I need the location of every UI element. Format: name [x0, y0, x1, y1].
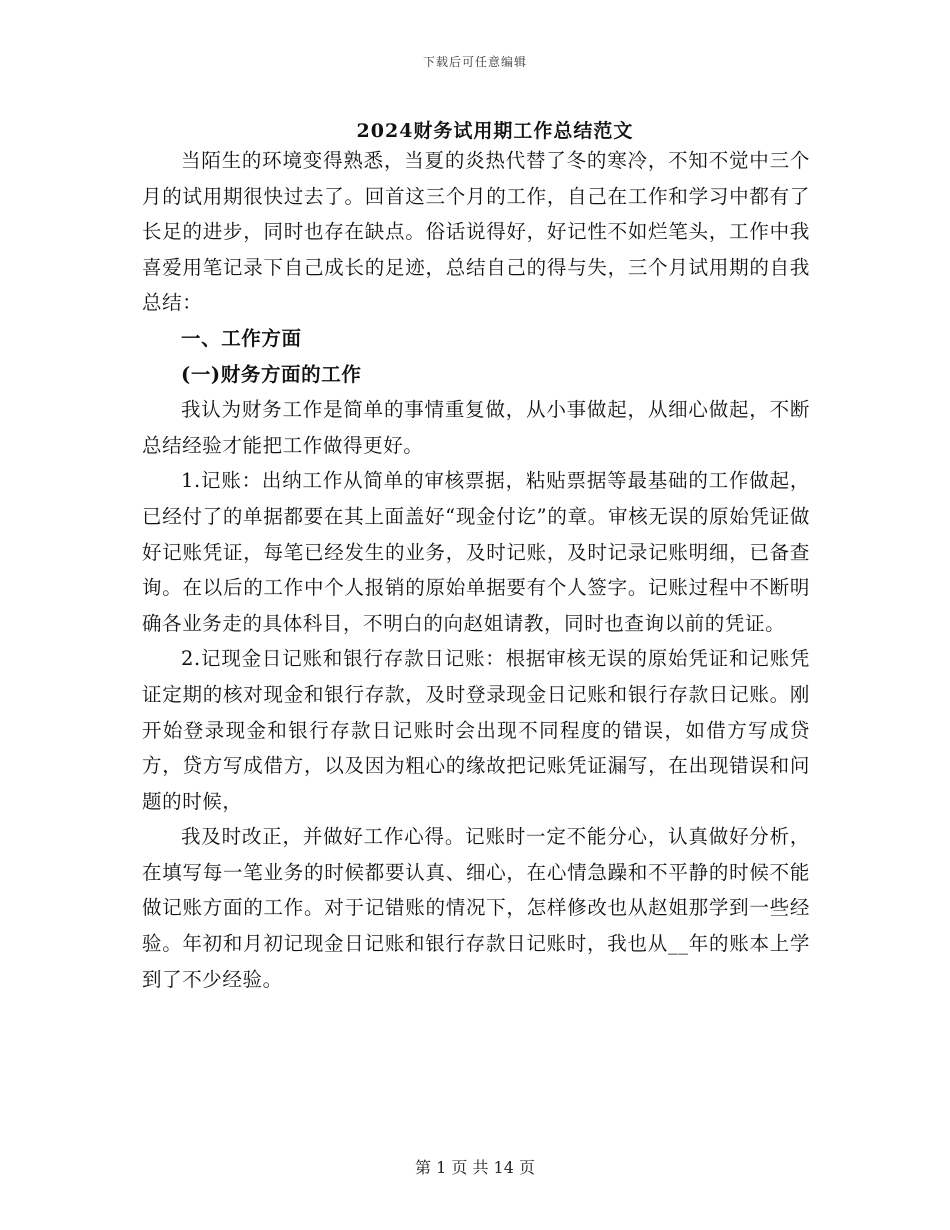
bookkeeping-paragraph: 1.记账：出纳工作从简单的审核票据，粘贴票据等最基础的工作做起，已经付了的单据都要在其上面盖好“现金付讫”的章。审核无误的原始凭证做好记账凭证，每笔已经发生的业务，及时记账，及时记录记账明细，已备查询。在以后的工作中个人报销的原始单据要有个人签字。记账过程中不断明确各业务走的具体科目，不明白的向赵姐请教，同时也查询以前的凭证。: [142, 469, 810, 635]
intro-paragraph: 当陌生的环境变得熟悉，当夏的炎热代替了冬的寒冷，不知不觉中三个月的试用期很快过去了。回首这三个月的工作，自己在工作和学习中都有了长足的进步，同时也存在缺点。俗话说得好，好记性不如烂笔头，工作中我喜爱用笔记录下自己成长的足迹，总结自己的得与失，三个月试用期的自我总结：: [142, 149, 810, 315]
section-heading-work: 一、工作方面: [181, 326, 302, 350]
subsection-heading-finance: (一)财务方面的工作: [181, 362, 362, 386]
finance-paragraph: 我认为财务工作是简单的事情重复做，从小事做起，从细心做起，不断总结经验才能把工作做得更好。: [142, 398, 810, 457]
header-note: 下载后可任意编辑: [422, 55, 527, 69]
journal-paragraph: 2.记现金日记账和银行存款日记账：根据审核无误的原始凭证和记账凭证定期的核对现金和银行存款，及时登录现金日记账和银行存款日记账。刚开始登录现金和银行存款日记账时会出现不同程度的错误，如借方写成贷方，贷方写成借方，以及因为粗心的缘故把记账凭证漏写，在出现错误和问题的时候，: [142, 647, 810, 813]
correction-paragraph: 我及时改正，并做好工作心得。记账时一定不能分心，认真做好分析，在填写每一笔业务的时候都要认真、细心，在心情急躁和不平静的时候不能做记账方面的工作。对于记错账的情况下，怎样修改也从赵姐那学到一些经验。年初和月初记现金日记账和银行存款日记账时，我也从__年的账本上学到了不少经验。: [142, 825, 810, 991]
document-title: 2024财务试用期工作总结范文: [356, 120, 634, 142]
page-number: 第 1 页 共 14 页: [415, 1158, 535, 1177]
document-body: [142, 143, 810, 997]
